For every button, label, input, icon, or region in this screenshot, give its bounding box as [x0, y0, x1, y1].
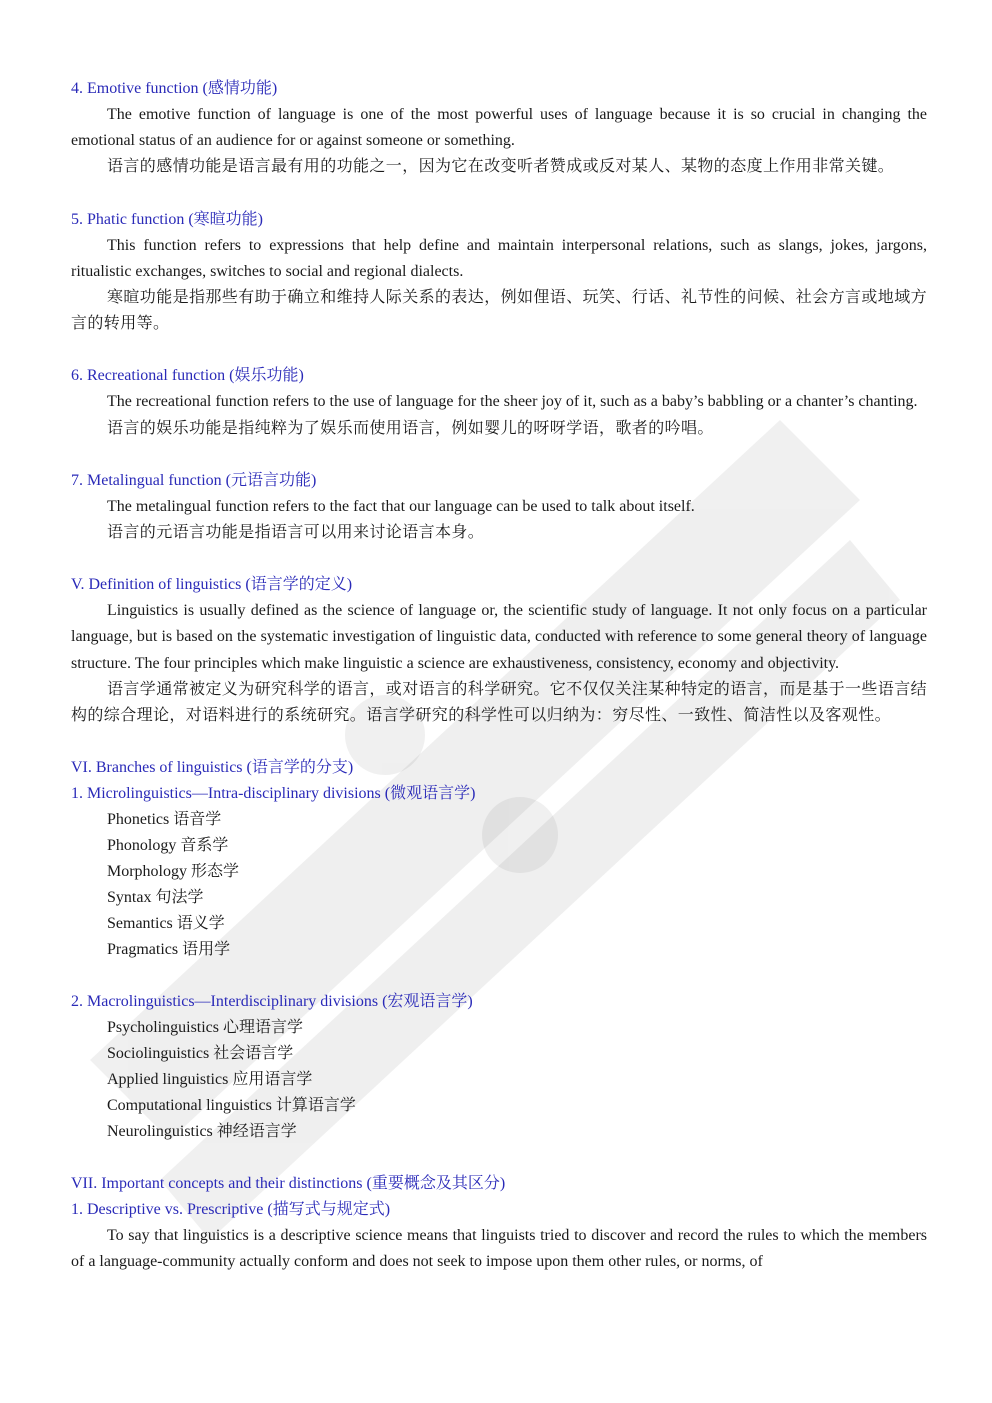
- paragraph-descriptive-en: To say that linguistics is a descriptive science means that linguists tried to discover and record the rules to which the members of a language-community actually conform and does not seek to impose upon them other rules, or norms, of: [71, 1227, 927, 1271]
- list-item-micro: Morphology 形态学: [107, 863, 240, 881]
- list-item-micro: Pragmatics 语用学: [107, 941, 231, 959]
- paragraph-definition-zh: 语言学通常被定义为研究科学的语言，或对语言的科学研究。它不仅仅关注某种特定的语言，而是基于一些语言结构的综合理论，对语料进行的系统研究。语言学研究的科学性可以归纳为：穷尽性、一致性、简洁性以及客观性。: [71, 680, 928, 725]
- heading-macrolinguistics: 2. Macrolinguistics—Interdisciplinary divisions (宏观语言学): [71, 993, 473, 1011]
- heading-phatic-function: 5. Phatic function (寒暄功能): [71, 210, 263, 228]
- heading-descriptive-vs-prescriptive: 1. Descriptive vs. Prescriptive (描写式与规定式): [71, 1201, 391, 1219]
- paragraph-metalingual-zh: 语言的元语言功能是指语言可以用来讨论语言本身。: [107, 524, 485, 542]
- paragraph-recreational-en: The recreational function refers to the use of language for the sheer joy of it, such as a baby’s babbling or a chanter’s chanting.: [107, 393, 918, 411]
- list-item-micro: Phonology 音系学: [107, 837, 229, 855]
- list-item-macro: Psycholinguistics 心理语言学: [107, 1019, 304, 1037]
- heading-important-concepts: VII. Important concepts and their distinctions (重要概念及其区分): [71, 1175, 506, 1193]
- paragraph-definition-en: Linguistics is usually defined as the science of language or, the scientific study of language. It not only focus on a particular language, but is based on the systematic investigation of linguistic data, conducted with reference to some general theory of language structure. The four principles which make linguistic a science are exhaustiveness, consistency, economy and objectivity.: [71, 602, 927, 672]
- paragraph-phatic-zh: 寒暄功能是指那些有助于确立和维持人际关系的表达，例如俚语、玩笑、行话、礼节性的问候、社会方言或地域方言的转用等。: [71, 289, 928, 333]
- paragraph-phatic-en: This function refers to expressions that help define and maintain interpersonal relations, such as slangs, jokes, jargons, ritualistic exchanges, switches to social and regional dialects.: [71, 236, 927, 280]
- list-item-micro: Semantics 语义学: [107, 915, 225, 933]
- paragraph-recreational-zh: 语言的娱乐功能是指纯粹为了娱乐而使用语言，例如婴儿的呀呀学语，歌者的吟唱。: [107, 419, 714, 437]
- paragraph-emotive-en: The emotive function of language is one of the most powerful uses of language because it is so crucial in changing the emotional status of an audience for or against someone or something.: [71, 106, 927, 150]
- list-item-macro: Applied linguistics 应用语言学: [107, 1071, 313, 1089]
- heading-emotive-function: 4. Emotive function (感情功能): [71, 80, 278, 97]
- list-item-macro: Sociolinguistics 社会语言学: [107, 1045, 294, 1063]
- heading-definition-of-linguistics: V. Definition of linguistics (语言学的定义): [71, 576, 353, 594]
- heading-recreational-function: 6. Recreational function (娱乐功能): [71, 367, 304, 385]
- heading-microlinguistics: 1. Microlinguistics—Intra-disciplinary divisions (微观语言学): [71, 785, 476, 803]
- list-item-macro: Neurolinguistics 神经语言学: [107, 1123, 297, 1141]
- heading-metalingual-function: 7. Metalingual function (元语言功能): [71, 471, 317, 489]
- heading-branches-of-linguistics: VI. Branches of linguistics (语言学的分支): [71, 759, 354, 777]
- paragraph-metalingual-en: The metalingual function refers to the fact that our language can be used to talk about itself.: [107, 497, 695, 515]
- paragraph-emotive-zh: 语言的感情功能是语言最有用的功能之一，因为它在改变听者赞成或反对某人、某物的态度上作用非常关键。: [107, 158, 895, 176]
- list-item-micro: Phonetics 语音学: [107, 811, 222, 829]
- list-item-micro: Syntax 句法学: [107, 889, 204, 907]
- document-page: [71, 76, 927, 1276]
- list-item-macro: Computational linguistics 计算语言学: [107, 1097, 356, 1115]
